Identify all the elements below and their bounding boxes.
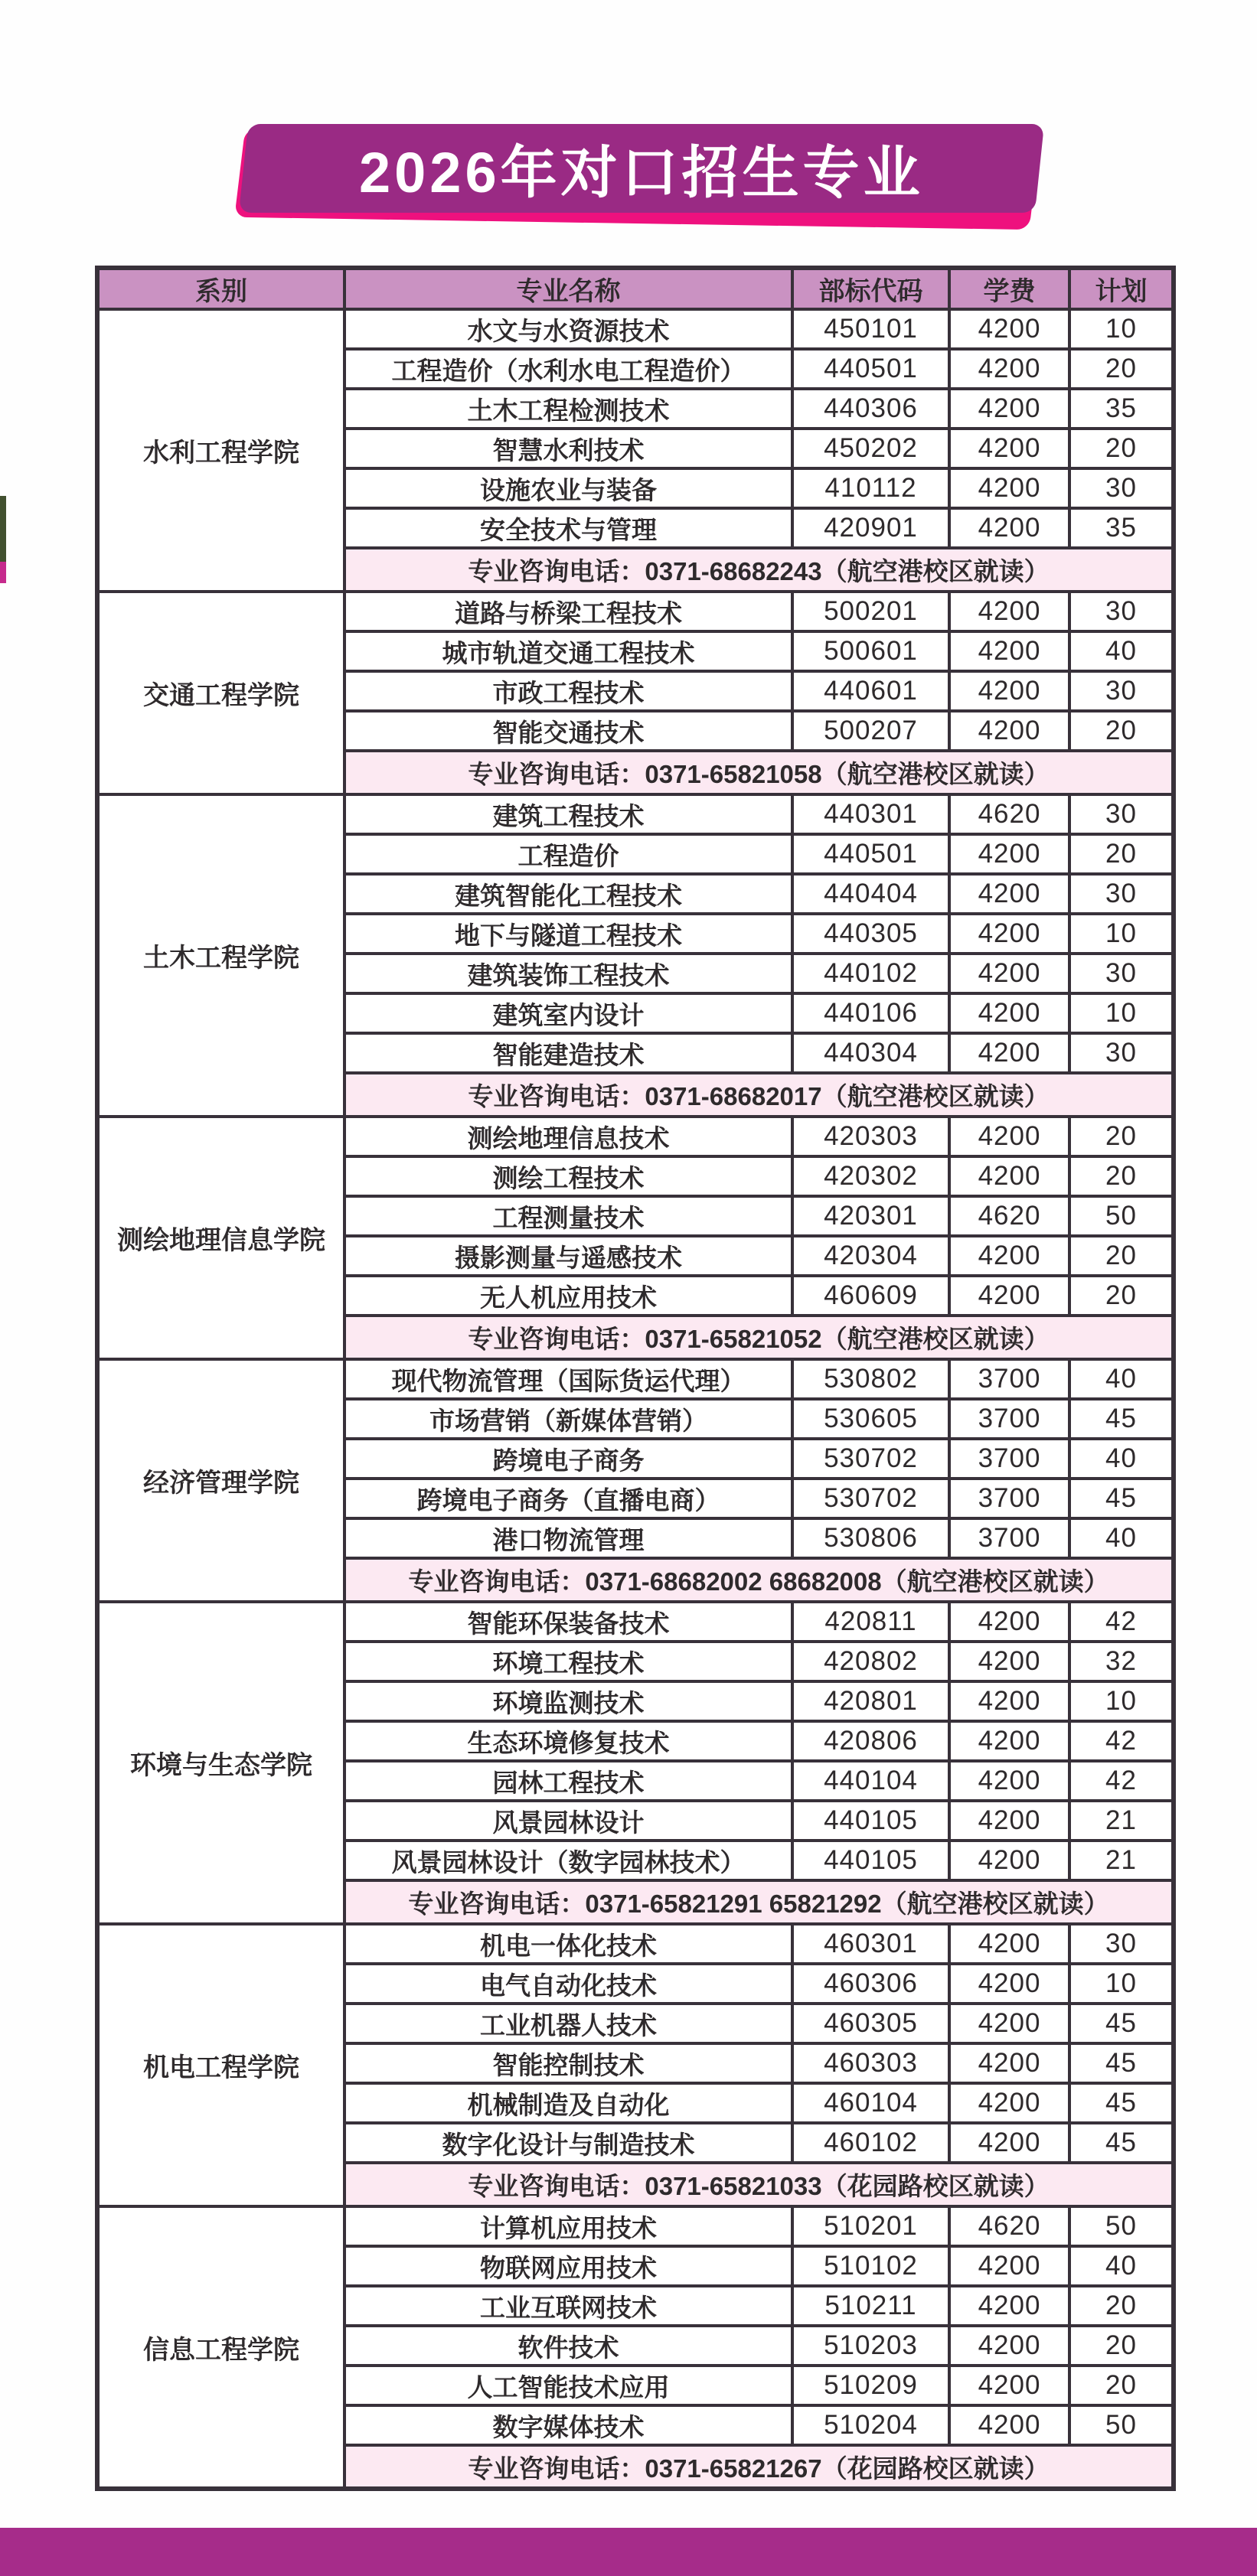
- major-plan-cell: 21: [1069, 1801, 1174, 1841]
- major-name-cell: 工业机器人技术: [344, 2004, 792, 2043]
- major-fee-cell: 4200: [949, 1924, 1069, 1964]
- table-header-row: [97, 268, 1174, 309]
- major-code-cell: 460102: [792, 2123, 949, 2163]
- major-fee-cell: 4200: [949, 671, 1069, 711]
- major-name-cell: 园林工程技术: [344, 1761, 792, 1801]
- major-plan-cell: 10: [1069, 914, 1174, 954]
- table-row: [97, 794, 1174, 834]
- consult-phone-cell: 专业咨询电话：0371-65821052（航空港校区就读）: [344, 1316, 1174, 1359]
- major-name-cell: 安全技术与管理: [344, 508, 792, 548]
- major-code-cell: 510201: [792, 2206, 949, 2246]
- major-plan-cell: 30: [1069, 592, 1174, 631]
- college-name-cell: 经济管理学院: [97, 1359, 344, 1602]
- major-plan-cell: 40: [1069, 2246, 1174, 2286]
- major-code-cell: 510204: [792, 2405, 949, 2445]
- major-fee-cell: 4200: [949, 1681, 1069, 1721]
- major-code-cell: 420303: [792, 1117, 949, 1156]
- major-code-cell: 420811: [792, 1602, 949, 1642]
- major-fee-cell: 4200: [949, 1721, 1069, 1761]
- major-plan-cell: 45: [1069, 2043, 1174, 2083]
- major-plan-cell: 45: [1069, 2083, 1174, 2123]
- column-header-0: 系别: [97, 268, 344, 309]
- major-code-cell: 440304: [792, 1033, 949, 1073]
- major-name-cell: 生态环境修复技术: [344, 1721, 792, 1761]
- major-name-cell: 跨境电子商务（直播电商）: [344, 1479, 792, 1518]
- major-name-cell: 风景园林设计（数字园林技术）: [344, 1841, 792, 1880]
- major-name-cell: 建筑室内设计: [344, 993, 792, 1033]
- major-code-cell: 440404: [792, 874, 949, 914]
- major-name-cell: 港口物流管理: [344, 1518, 792, 1558]
- major-fee-cell: 4200: [949, 2286, 1069, 2326]
- major-plan-cell: 20: [1069, 2286, 1174, 2326]
- major-fee-cell: 4200: [949, 1964, 1069, 2004]
- major-name-cell: 环境监测技术: [344, 1681, 792, 1721]
- college-name-cell: 信息工程学院: [97, 2206, 344, 2489]
- major-fee-cell: 4200: [949, 914, 1069, 954]
- table-row: [97, 1117, 1174, 1156]
- major-code-cell: 440301: [792, 794, 949, 834]
- major-name-cell: 智能建造技术: [344, 1033, 792, 1073]
- major-code-cell: 440104: [792, 1761, 949, 1801]
- major-code-cell: 440106: [792, 993, 949, 1033]
- consult-phone-cell: 专业咨询电话：0371-65821058（航空港校区就读）: [344, 751, 1174, 794]
- major-plan-cell: 30: [1069, 1033, 1174, 1073]
- major-plan-cell: 30: [1069, 954, 1174, 993]
- major-plan-cell: 10: [1069, 1964, 1174, 2004]
- major-plan-cell: 20: [1069, 834, 1174, 874]
- major-fee-cell: 4200: [949, 1642, 1069, 1681]
- major-fee-cell: 4200: [949, 993, 1069, 1033]
- major-fee-cell: 4200: [949, 389, 1069, 429]
- major-name-cell: 智能环保装备技术: [344, 1602, 792, 1642]
- major-code-cell: 530702: [792, 1479, 949, 1518]
- college-name-cell: 水利工程学院: [97, 309, 344, 592]
- major-name-cell: 城市轨道交通工程技术: [344, 631, 792, 671]
- major-code-cell: 440501: [792, 834, 949, 874]
- major-name-cell: 工业互联网技术: [344, 2286, 792, 2326]
- major-code-cell: 440501: [792, 349, 949, 389]
- major-code-cell: 460104: [792, 2083, 949, 2123]
- table-row: [97, 1602, 1174, 1642]
- major-name-cell: 软件技术: [344, 2326, 792, 2366]
- major-fee-cell: 4200: [949, 1236, 1069, 1276]
- table-row: [97, 309, 1174, 349]
- major-code-cell: 420806: [792, 1721, 949, 1761]
- column-header-2: 部标代码: [792, 268, 949, 309]
- major-name-cell: 环境工程技术: [344, 1642, 792, 1681]
- major-plan-cell: 20: [1069, 2326, 1174, 2366]
- page-edge-artifact-green: [0, 496, 6, 562]
- major-plan-cell: 21: [1069, 1841, 1174, 1880]
- major-code-cell: 440102: [792, 954, 949, 993]
- major-name-cell: 机电一体化技术: [344, 1924, 792, 1964]
- major-code-cell: 530605: [792, 1399, 949, 1439]
- major-code-cell: 410112: [792, 468, 949, 508]
- major-plan-cell: 20: [1069, 1276, 1174, 1316]
- major-plan-cell: 50: [1069, 2405, 1174, 2445]
- major-name-cell: 道路与桥梁工程技术: [344, 592, 792, 631]
- major-name-cell: 摄影测量与遥感技术: [344, 1236, 792, 1276]
- consult-phone-cell: 专业咨询电话：0371-65821291 65821292（航空港校区就读）: [344, 1880, 1174, 1924]
- majors-table-body: [97, 309, 1174, 2489]
- major-fee-cell: 3700: [949, 1518, 1069, 1558]
- major-plan-cell: 20: [1069, 349, 1174, 389]
- major-plan-cell: 20: [1069, 2366, 1174, 2405]
- major-code-cell: 420901: [792, 508, 949, 548]
- major-name-cell: 跨境电子商务: [344, 1439, 792, 1479]
- college-name-cell: 交通工程学院: [97, 592, 344, 794]
- major-plan-cell: 45: [1069, 2123, 1174, 2163]
- major-plan-cell: 10: [1069, 1681, 1174, 1721]
- title-banner-plate: [239, 124, 1044, 213]
- major-fee-cell: 4200: [949, 2366, 1069, 2405]
- major-name-cell: 建筑智能化工程技术: [344, 874, 792, 914]
- major-name-cell: 无人机应用技术: [344, 1276, 792, 1316]
- page-title: 2026年对口招生专业: [359, 141, 924, 204]
- major-fee-cell: 4200: [949, 1761, 1069, 1801]
- major-name-cell: 工程造价（水利水电工程造价）: [344, 349, 792, 389]
- major-fee-cell: 4200: [949, 1801, 1069, 1841]
- major-fee-cell: 4200: [949, 2405, 1069, 2445]
- major-fee-cell: 4200: [949, 1156, 1069, 1196]
- major-fee-cell: 4200: [949, 468, 1069, 508]
- major-fee-cell: 4200: [949, 631, 1069, 671]
- major-plan-cell: 45: [1069, 1479, 1174, 1518]
- major-plan-cell: 10: [1069, 993, 1174, 1033]
- college-name-cell: 测绘地理信息学院: [97, 1117, 344, 1359]
- table-row: [97, 1924, 1174, 1964]
- major-code-cell: 460609: [792, 1276, 949, 1316]
- major-fee-cell: 3700: [949, 1479, 1069, 1518]
- major-plan-cell: 40: [1069, 631, 1174, 671]
- major-fee-cell: 4200: [949, 711, 1069, 751]
- major-fee-cell: 4200: [949, 349, 1069, 389]
- major-plan-cell: 45: [1069, 2004, 1174, 2043]
- major-code-cell: 420304: [792, 1236, 949, 1276]
- major-fee-cell: 4620: [949, 1196, 1069, 1236]
- major-name-cell: 测绘地理信息技术: [344, 1117, 792, 1156]
- enrollment-table: [95, 266, 1176, 2491]
- major-plan-cell: 50: [1069, 2206, 1174, 2246]
- consult-phone-cell: 专业咨询电话：0371-65821267（花园路校区就读）: [344, 2445, 1174, 2489]
- college-name-cell: 环境与生态学院: [97, 1602, 344, 1924]
- major-fee-cell: 3700: [949, 1359, 1069, 1399]
- major-name-cell: 测绘工程技术: [344, 1156, 792, 1196]
- page-edge-artifact-pink: [0, 562, 6, 583]
- major-name-cell: 工程测量技术: [344, 1196, 792, 1236]
- major-name-cell: 风景园林设计: [344, 1801, 792, 1841]
- major-fee-cell: 4200: [949, 1276, 1069, 1316]
- major-name-cell: 工程造价: [344, 834, 792, 874]
- major-name-cell: 市政工程技术: [344, 671, 792, 711]
- major-code-cell: 420801: [792, 1681, 949, 1721]
- college-name-cell: 机电工程学院: [97, 1924, 344, 2206]
- major-code-cell: 440105: [792, 1841, 949, 1880]
- table-row: [97, 2206, 1174, 2246]
- column-header-1: 专业名称: [344, 268, 792, 309]
- major-name-cell: 数字化设计与制造技术: [344, 2123, 792, 2163]
- major-plan-cell: 40: [1069, 1359, 1174, 1399]
- column-header-3: 学费: [949, 268, 1069, 309]
- major-plan-cell: 20: [1069, 1117, 1174, 1156]
- major-plan-cell: 42: [1069, 1602, 1174, 1642]
- major-code-cell: 500601: [792, 631, 949, 671]
- major-plan-cell: 30: [1069, 1924, 1174, 1964]
- column-header-4: 计划: [1069, 268, 1174, 309]
- major-name-cell: 建筑装饰工程技术: [344, 954, 792, 993]
- major-plan-cell: 35: [1069, 508, 1174, 548]
- major-code-cell: 450101: [792, 309, 949, 349]
- major-fee-cell: 4200: [949, 1602, 1069, 1642]
- major-fee-cell: 4200: [949, 874, 1069, 914]
- major-name-cell: 机械制造及自动化: [344, 2083, 792, 2123]
- consult-phone-cell: 专业咨询电话：0371-68682017（航空港校区就读）: [344, 1073, 1174, 1117]
- major-fee-cell: 4620: [949, 2206, 1069, 2246]
- major-plan-cell: 40: [1069, 1518, 1174, 1558]
- table-row: [97, 592, 1174, 631]
- major-plan-cell: 30: [1069, 671, 1174, 711]
- major-code-cell: 420302: [792, 1156, 949, 1196]
- major-fee-cell: 4200: [949, 2043, 1069, 2083]
- major-code-cell: 460305: [792, 2004, 949, 2043]
- major-fee-cell: 4200: [949, 508, 1069, 548]
- consult-phone-cell: 专业咨询电话：0371-68682002 68682008（航空港校区就读）: [344, 1558, 1174, 1602]
- major-code-cell: 530802: [792, 1359, 949, 1399]
- consult-phone-cell: 专业咨询电话：0371-65821033（花园路校区就读）: [344, 2163, 1174, 2206]
- major-fee-cell: 4200: [949, 2123, 1069, 2163]
- major-name-cell: 物联网应用技术: [344, 2246, 792, 2286]
- major-plan-cell: 35: [1069, 389, 1174, 429]
- major-name-cell: 计算机应用技术: [344, 2206, 792, 2246]
- major-fee-cell: 4200: [949, 309, 1069, 349]
- major-code-cell: 500207: [792, 711, 949, 751]
- major-name-cell: 数字媒体技术: [344, 2405, 792, 2445]
- major-code-cell: 510209: [792, 2366, 949, 2405]
- major-name-cell: 土木工程检测技术: [344, 389, 792, 429]
- major-plan-cell: 50: [1069, 1196, 1174, 1236]
- major-name-cell: 人工智能技术应用: [344, 2366, 792, 2405]
- major-name-cell: 设施农业与装备: [344, 468, 792, 508]
- major-plan-cell: 20: [1069, 1236, 1174, 1276]
- major-fee-cell: 4200: [949, 1033, 1069, 1073]
- major-fee-cell: 4200: [949, 2246, 1069, 2286]
- major-name-cell: 水文与水资源技术: [344, 309, 792, 349]
- major-plan-cell: 20: [1069, 1156, 1174, 1196]
- major-code-cell: 440105: [792, 1801, 949, 1841]
- major-plan-cell: 20: [1069, 711, 1174, 751]
- major-code-cell: 450202: [792, 429, 949, 468]
- major-plan-cell: 42: [1069, 1721, 1174, 1761]
- major-name-cell: 地下与隧道工程技术: [344, 914, 792, 954]
- major-code-cell: 510211: [792, 2286, 949, 2326]
- bottom-bar: [0, 2528, 1257, 2576]
- major-code-cell: 460303: [792, 2043, 949, 2083]
- major-code-cell: 440306: [792, 389, 949, 429]
- major-name-cell: 现代物流管理（国际货运代理）: [344, 1359, 792, 1399]
- major-name-cell: 智能控制技术: [344, 2043, 792, 2083]
- major-plan-cell: 30: [1069, 874, 1174, 914]
- major-fee-cell: 4620: [949, 794, 1069, 834]
- major-name-cell: 智慧水利技术: [344, 429, 792, 468]
- major-plan-cell: 20: [1069, 429, 1174, 468]
- major-fee-cell: 4200: [949, 1117, 1069, 1156]
- major-code-cell: 510102: [792, 2246, 949, 2286]
- major-fee-cell: 4200: [949, 2326, 1069, 2366]
- major-fee-cell: 4200: [949, 954, 1069, 993]
- major-fee-cell: 4200: [949, 429, 1069, 468]
- major-code-cell: 440305: [792, 914, 949, 954]
- major-plan-cell: 30: [1069, 794, 1174, 834]
- consult-phone-cell: 专业咨询电话：0371-68682243（航空港校区就读）: [344, 548, 1174, 592]
- major-name-cell: 市场营销（新媒体营销）: [344, 1399, 792, 1439]
- major-code-cell: 440601: [792, 671, 949, 711]
- major-fee-cell: 3700: [949, 1439, 1069, 1479]
- major-plan-cell: 30: [1069, 468, 1174, 508]
- major-code-cell: 460301: [792, 1924, 949, 1964]
- major-name-cell: 电气自动化技术: [344, 1964, 792, 2004]
- major-plan-cell: 40: [1069, 1439, 1174, 1479]
- major-code-cell: 420301: [792, 1196, 949, 1236]
- major-name-cell: 建筑工程技术: [344, 794, 792, 834]
- table-row: [97, 1359, 1174, 1399]
- major-plan-cell: 10: [1069, 309, 1174, 349]
- major-plan-cell: 32: [1069, 1642, 1174, 1681]
- major-name-cell: 智能交通技术: [344, 711, 792, 751]
- major-plan-cell: 45: [1069, 1399, 1174, 1439]
- major-code-cell: 510203: [792, 2326, 949, 2366]
- major-fee-cell: 4200: [949, 2004, 1069, 2043]
- major-code-cell: 500201: [792, 592, 949, 631]
- major-fee-cell: 4200: [949, 834, 1069, 874]
- major-code-cell: 420802: [792, 1642, 949, 1681]
- major-code-cell: 460306: [792, 1964, 949, 2004]
- major-plan-cell: 42: [1069, 1761, 1174, 1801]
- major-code-cell: 530806: [792, 1518, 949, 1558]
- major-fee-cell: 4200: [949, 1841, 1069, 1880]
- major-fee-cell: 3700: [949, 1399, 1069, 1439]
- major-fee-cell: 4200: [949, 592, 1069, 631]
- college-name-cell: 土木工程学院: [97, 794, 344, 1117]
- title-banner: [243, 124, 1040, 213]
- major-code-cell: 530702: [792, 1439, 949, 1479]
- major-fee-cell: 4200: [949, 2083, 1069, 2123]
